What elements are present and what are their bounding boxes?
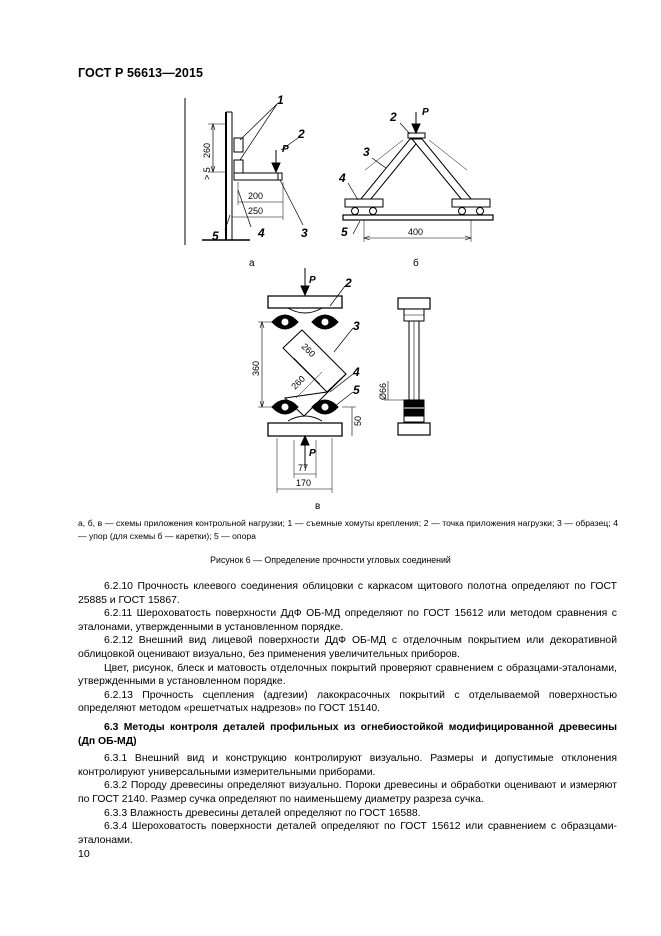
dim-v-side-66: Ø66: [378, 382, 388, 400]
panel-b-letter: б: [413, 258, 419, 269]
dim-a-260: 260: [202, 142, 212, 158]
callout-b-2: 2: [390, 110, 397, 124]
dim-b-400: 400: [408, 227, 424, 237]
figure-title: Рисунок 6 — Определение прочности угловых соединений: [210, 555, 451, 565]
paragraph-6-2-11: 6.2.11 Шероховатость поверхности ДдФ ОБ-МД определяют по ГОСТ 15612 или методом сравнения с эталонами, утвержденными в установленном порядке.: [78, 608, 617, 633]
panel-v-load-top: P: [309, 275, 316, 286]
paragraph-6-3-2: 6.3.2 Породу древесины определяют визуально. Пороки древесины и обработки оценивают и измеряют по ГОСТ 2140. Размер сучка определяют по наименьшему диаметру разреза сучка.: [78, 780, 617, 805]
paragraph-6-2-10: 6.2.10 Прочность клеевого соединения облицовки с каркасом щитового полотна определяют по ГОСТ 25885 и ГОСТ 15867.: [78, 581, 617, 606]
dim-a-250: 250: [248, 206, 264, 216]
panel-a: [185, 93, 308, 269]
dim-v-260-upper: 260: [299, 341, 318, 360]
page-number: 10: [78, 848, 90, 860]
callout-b-4: 4: [339, 171, 346, 185]
paragraph-6-3-3: 6.3.3 Влажность древесины деталей определяют по ГОСТ 16588.: [104, 807, 421, 819]
dim-v-170: 170: [296, 478, 312, 488]
panel-a-letter: а: [249, 258, 255, 269]
panel-v-letter: в: [315, 501, 321, 512]
callout-b-3: 3: [363, 145, 370, 159]
paragraph-6-2-13: 6.2.13 Прочность сцепления (адгезии) лакокрасочных покрытий с отделываемой поверхностью определяют методом «решетчатых надрезов» по ГОСТ 15140.: [78, 689, 617, 715]
callout-b-5: 5: [341, 225, 348, 239]
panel-b-load-label: P: [422, 107, 429, 118]
panel-b: [338, 107, 493, 269]
document-header: ГОСТ Р 56613—2015: [78, 66, 204, 80]
paragraph-color: Цвет, рисунок, блеск и матовость отделочных покрытий проверяют сравнением с образцами-эталонами, утвержденными в установленном порядке.: [78, 662, 617, 688]
body-text: [78, 580, 617, 847]
callout-a-1: 1: [277, 93, 284, 107]
callout-a-4: 4: [258, 226, 265, 240]
callout-a-3: 3: [301, 226, 308, 240]
callout-v-5: 5: [353, 383, 360, 397]
callout-v-2: 2: [345, 276, 352, 290]
dim-v-50: 50: [353, 415, 363, 426]
figure-caption: а, б, в — схемы приложения контрольной нагрузки; 1 — съемные хомуты крепления; 2 — точка приложения нагрузки; 3 — образец; 4 — упор (для схемы б — каретки); 5 — опора: [78, 518, 618, 541]
panel-a-load-label: P: [282, 144, 289, 155]
panel-v: [251, 268, 363, 512]
dim-v-77: 77: [298, 463, 309, 473]
callout-v-3: 3: [353, 319, 360, 333]
panel-v-load-bottom: P: [309, 448, 316, 459]
paragraph-6-3-4: 6.3.4 Шероховатость поверхности деталей определяют по ГОСТ 15612 или сравнением с образцами-эталонами.: [78, 821, 617, 846]
dim-a-200: 200: [248, 191, 264, 201]
dim-v-360: 360: [251, 360, 261, 376]
panel-v-side: [378, 298, 430, 435]
paragraph-6-3-1: 6.3.1 Внешний вид и конструкцию контролируют визуально. Размеры и допустимые отклонения контролируют универсальными измерительными приборами.: [78, 753, 617, 778]
callout-v-4: 4: [353, 365, 360, 379]
callout-a-2: 2: [298, 127, 305, 141]
dim-a-5: > 5: [202, 167, 212, 180]
dim-v-260-lower: 260: [289, 373, 308, 392]
section-heading-6-3: 6.3 Методы контроля деталей профильных из огнебиостойкой модифицированной древесины (Дп ОБ-МД): [78, 721, 617, 747]
paragraph-6-2-12: 6.2.12 Внешний вид лицевой поверхности ДдФ ОБ-МД с отделочным покрытием или декоративной облицовкой оценивают визуально, без применения увеличительных приборов.: [78, 635, 617, 660]
callout-a-5: 5: [212, 229, 219, 243]
